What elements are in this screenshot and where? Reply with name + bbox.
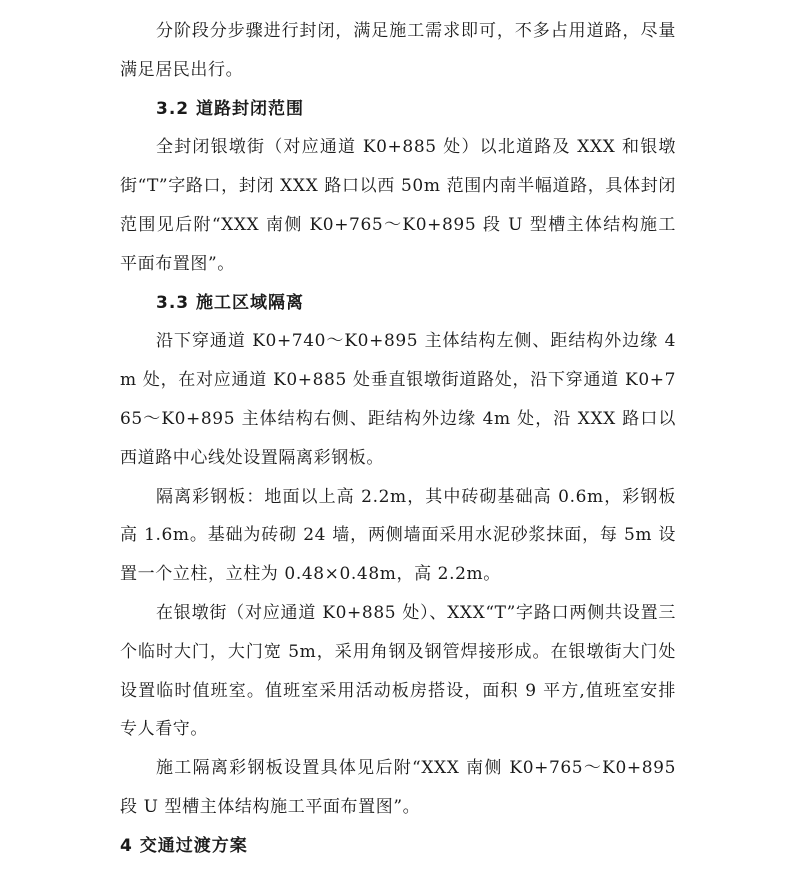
paragraph-temporary-gates: 在银墩街（对应通道 K0+885 处）、XXX“T”字路口两侧共设置三个临时大门，大门宽 5m，采用角钢及钢管焊接形成。在银墩街大门处设置临时值班室。值班室采用活动板房搭设，面积 9 平方,值班室安排专人看守。 [120,602,676,740]
paragraph-layout-reference: 施工隔离彩钢板设置具体见后附“XXX 南侧 K0+765～K0+895 段 U 型槽主体结构施工平面布置图”。 [120,758,676,817]
paragraph-closure-intro: 分阶段分步骤进行封闭，满足施工需求即可，不多占用道路，尽量满足居民出行。 [120,21,676,80]
section-heading-4: 4 交通过渡方案 [120,835,248,856]
section-heading-3-2: 3.2 道路封闭范围 [156,98,305,119]
paragraph-isolation-location: 沿下穿通道 K0+740～K0+895 主体结构左侧、距结构外边缘 4m 处，在对应通道 K0+885 处垂直银墩街道路处，沿下穿通道 K0+765～K0+895 主体结构右侧、距结构外边缘 4m 处，沿 XXX 路口以西道路中心线处设置隔离彩钢板。 [120,331,676,468]
document-page [120,12,676,866]
paragraph-steel-panel-spec: 隔离彩钢板：地面以上高 2.2m，其中砖砌基础高 0.6m，彩钢板高 1.6m。基础为砖砌 24 墙，两侧墙面采用水泥砂浆抹面，每 5m 设置一个立柱，立柱为 0.48×0.48m，高 2.2m。 [120,486,676,585]
paragraph-closure-range: 全封闭银墩街（对应通道 K0+885 处）以北道路及 XXX 和银墩街“T”字路口，封闭 XXX 路口以西 50m 范围内南半幅道路，具体封闭范围见后附“XXX 南侧 K0+765～K0+895 段 U 型槽主体结构施工平面布置图”。 [120,137,676,274]
section-heading-3-3: 3.3 施工区域隔离 [156,292,305,313]
